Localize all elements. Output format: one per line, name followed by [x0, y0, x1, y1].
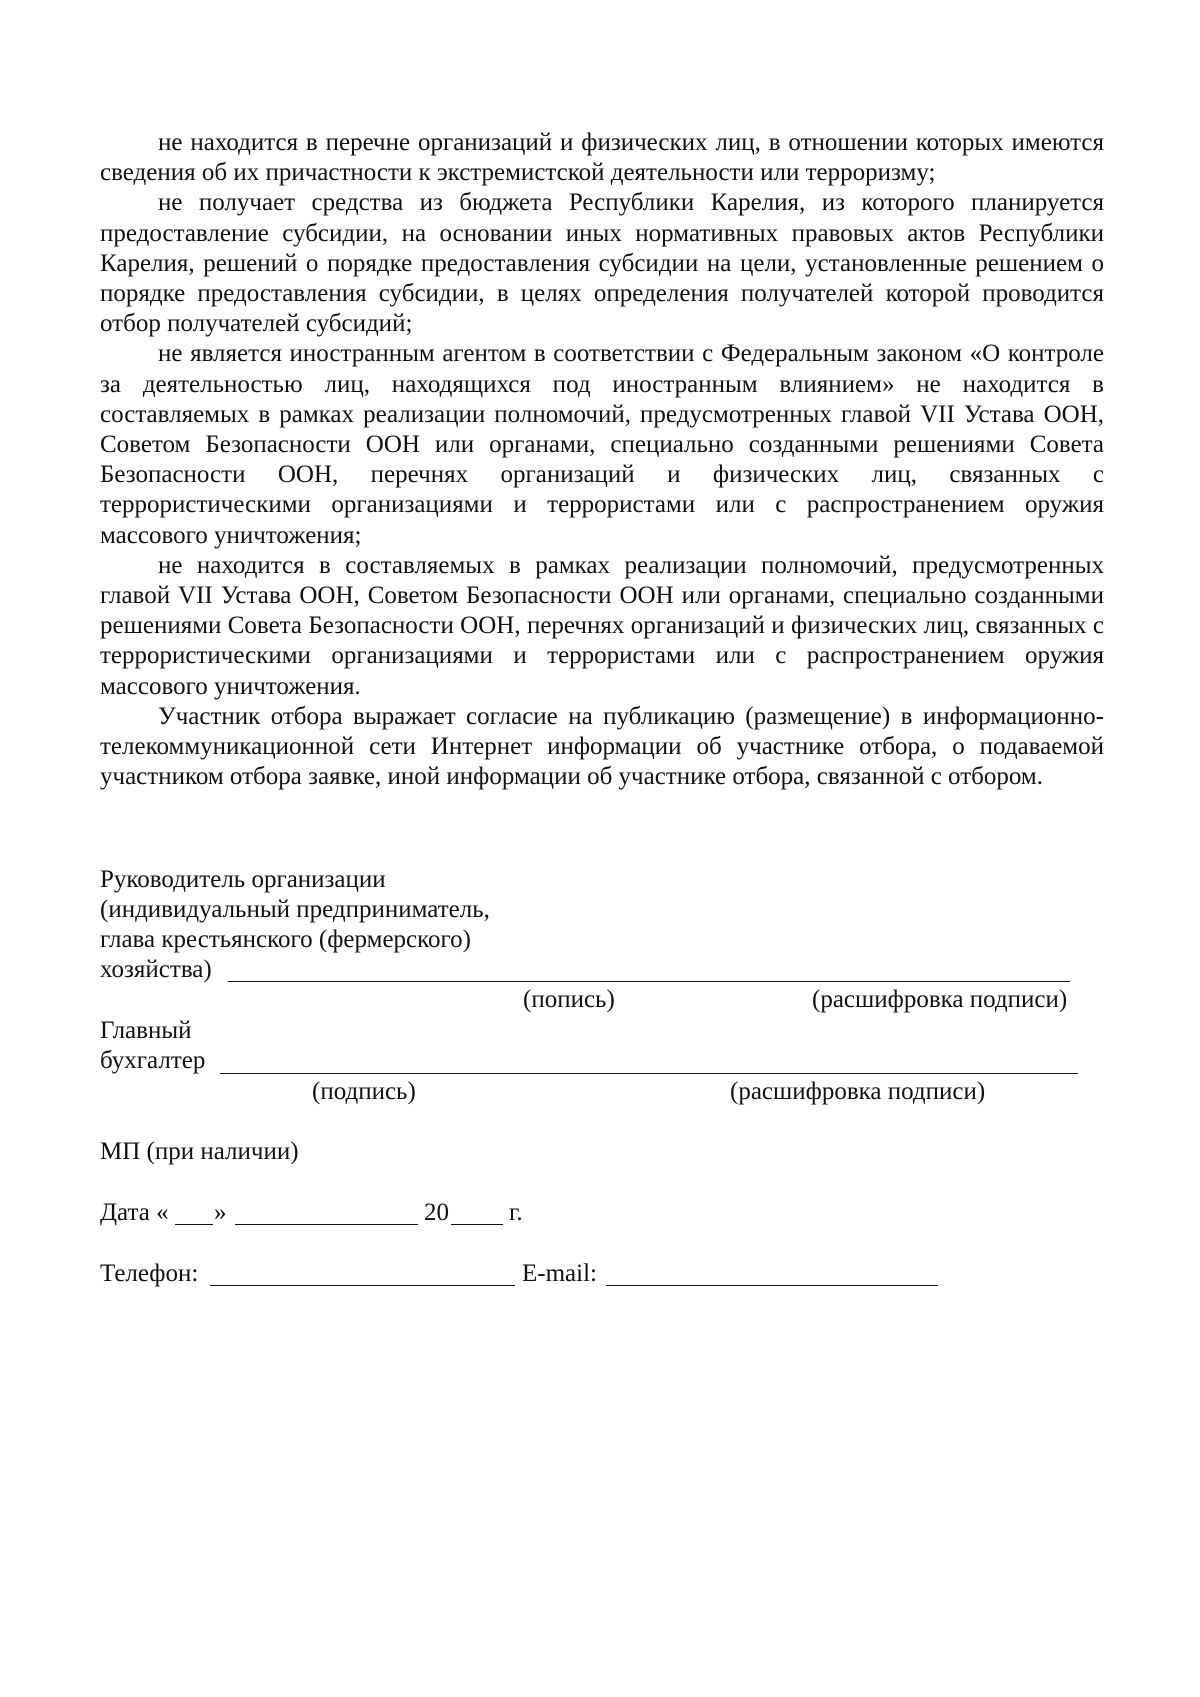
date-year-prefix: 20: [424, 1199, 449, 1226]
head-signature-line[interactable]: [228, 981, 1070, 982]
head-decode-caption: (расшифровка подписи): [812, 986, 1068, 1013]
phone-label: Телефон:: [100, 1260, 199, 1287]
head-title-line2: (индивидуальный предприниматель,: [100, 896, 490, 923]
paragraph: не находится в составляемых в рамках реализации полномочий, предусмотренных главой VII Устава ООН, Советом Безопасности ООН или органами, специально созданными решениями Совета Безопасности ООН, перечнях организаций и физических лиц, связанных с террористическими организациями и террористами или с распространением оружия массового уничтожения.: [100, 551, 1104, 700]
accountant-sign-caption: (подпись): [312, 1078, 416, 1105]
head-sign-caption: (попись): [523, 986, 615, 1013]
accountant-title-line2: бухгалтер: [100, 1047, 206, 1074]
body-text: [100, 128, 1104, 792]
date-quote-close: »: [214, 1199, 227, 1226]
stamp-label: МП (при наличии): [100, 1138, 299, 1165]
head-title-line1: Руководитель организации: [100, 866, 386, 893]
paragraph: Участник отбора выражает согласие на публикацию (размещение) в информационно-телекоммуникационной сети Интернет информации об участнике отбора, о подаваемой участником отбора заявке, иной информации об участнике отбора, связанной с отбором.: [100, 702, 1104, 791]
email-line[interactable]: [606, 1285, 938, 1286]
head-title-line4: хозяйства): [100, 956, 212, 983]
date-day-line[interactable]: [175, 1224, 213, 1225]
paragraph: не находится в перечне организаций и физических лиц, в отношении которых имеются сведения об их причастности к экстремистской деятельности или терроризму;: [100, 129, 1104, 187]
paragraph: не является иностранным агентом в соответствии с Федеральным законом «О контроле за деятельностью лиц, находящихся под иностранным влиянием» не находится в составляемых в рамках реализации полномочий, предусмотренных главой VII Устава ООН, Советом Безопасности ООН или органами, специально созданными решениями Совета Безопасности ООН, перечнях организаций и физических лиц, связанных с террористическими организациями и террористами или с распространением оружия массового уничтожения;: [100, 340, 1104, 549]
paragraph: не получает средства из бюджета Республики Карелия, из которого планируется предоставление субсидии, на основании иных нормативных правовых актов Республики Карелия, решений о порядке предоставления субсидии на цели, установленные решением о порядке предоставления субсидии, в целях определения получателей которой проводится отбор получателей субсидий;: [100, 189, 1104, 338]
date-month-line[interactable]: [235, 1224, 418, 1225]
email-label: E-mail:: [522, 1260, 597, 1287]
head-title-line3: глава крестьянского (фермерского): [100, 926, 471, 953]
phone-line[interactable]: [210, 1285, 515, 1286]
accountant-signature-line[interactable]: [220, 1073, 1078, 1074]
accountant-decode-caption: (расшифровка подписи): [730, 1078, 986, 1105]
accountant-title-line1: Главный: [100, 1017, 192, 1044]
date-label: Дата «: [100, 1199, 169, 1226]
date-suffix: г.: [509, 1199, 523, 1226]
date-year-line[interactable]: [451, 1224, 503, 1225]
